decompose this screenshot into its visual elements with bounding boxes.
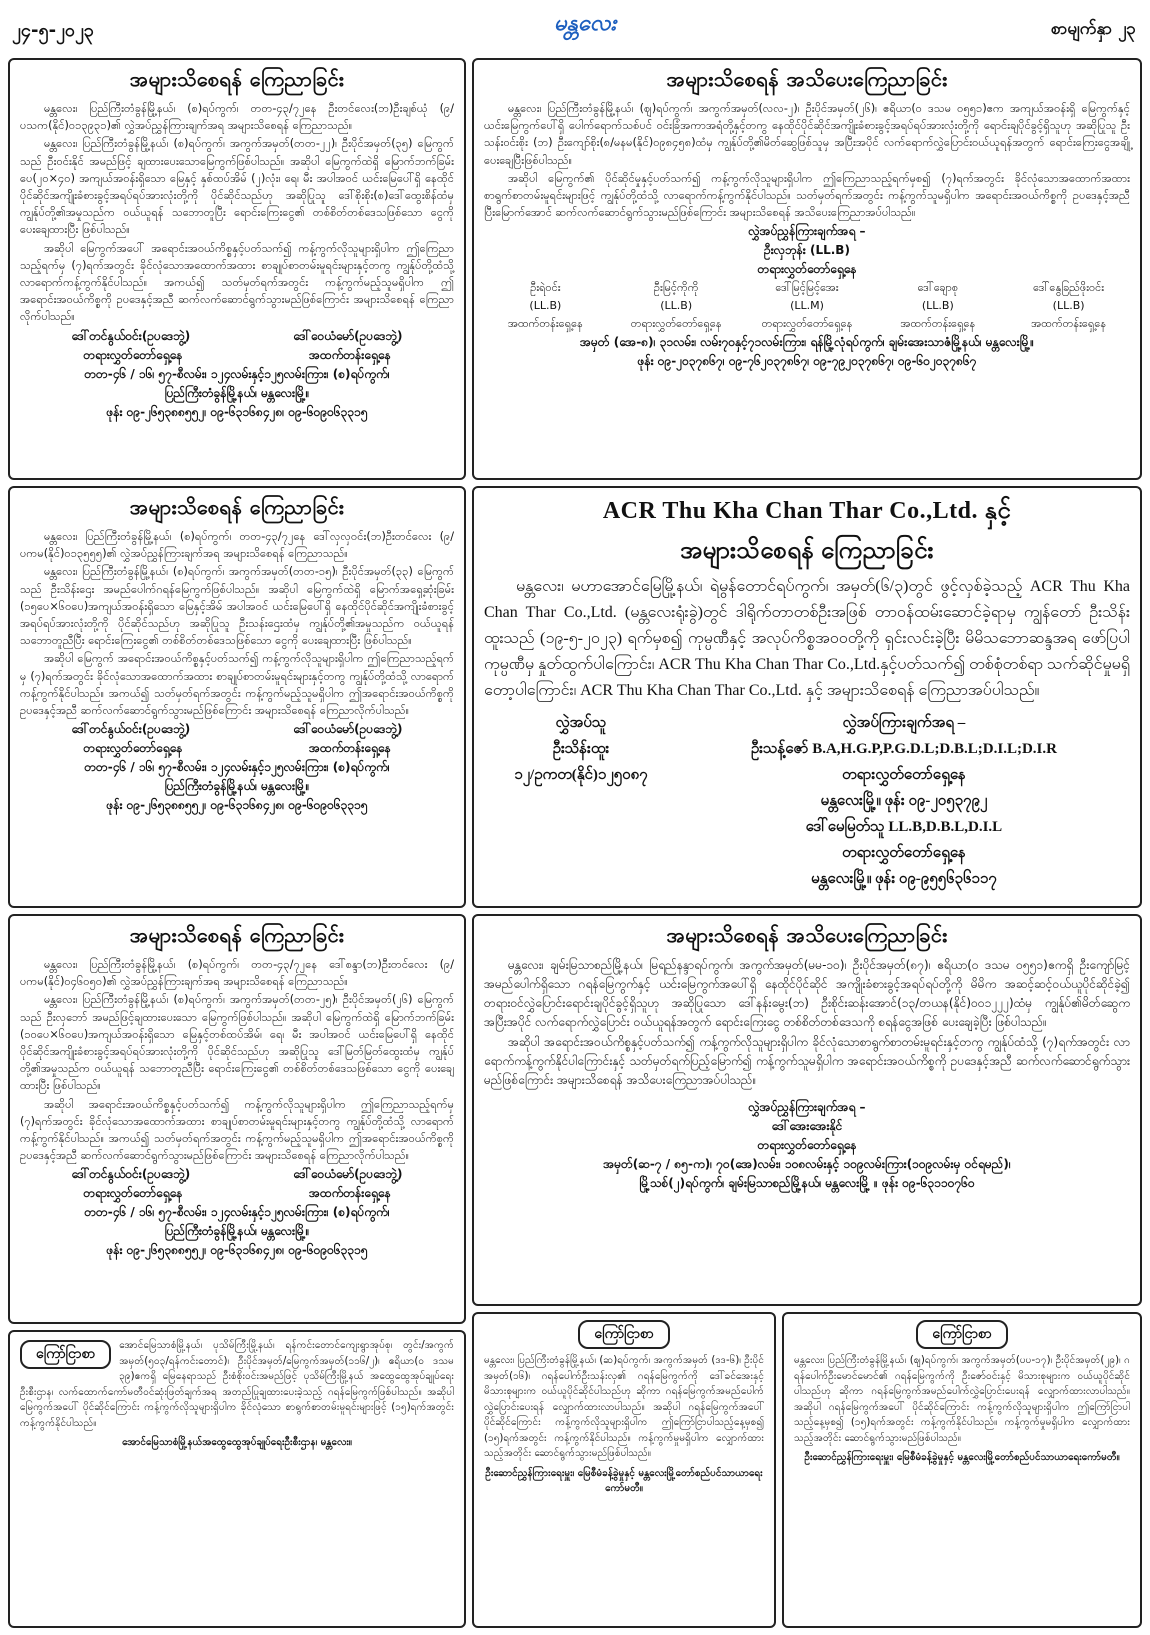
- page-header: [0, 0, 1150, 56]
- ad-text: အောင်မြေသာစံမြို့နယ်၊ ပုသိမ်ကြီးမြို့နယ်၊ ရန်ကင်းတောင်ကျေးရွာအုပ်စု၊ တွင်း/အကွက်အမှတ်(၅၀၃/ရန်ကင်းတောင်)၊ ဦးပိုင်အမှတ်/မြေကွက်အမှတ်(၁၁၆/၂)၊ ဧရိယာ(၀ ဒသမ ၃၉)ဧကရှိ မြေနေရာသည် ဦးစံစိုးဝင်းအမည်ဖြင့် ပုသိမ်ကြီးမြို့နယ် အထွေထွေအုပ်ချုပ်ရေးဦးစီးဌာန၊ လက်ထောက်ကော်မတီဝင်ဆုံးဖြတ်ချက်အရ အတည်ပြုချထားပေးခဲ့သည့် ဂရန်မြေကွက်ဖြစ်ပါသည်။ အဆိုပါမြေကွက်အပေါ် ပိုင်ဆိုင်ကြောင်း ကန့်ကွက်လိုသူများရှိပါက ခိုင်လုံသော စာရွက်စာတမ်းမူရင်းများဖြင့် (၁၅)ရက်အတွင်း ကန့်ကွက်နိုင်ပါသည်။: [20, 1340, 454, 1429]
- notice-title: အများသိစေရန် အသိပေးကြေညာခြင်း: [666, 67, 948, 91]
- address-line-2: ပြည်ကြီးတံခွန်မြို့နယ်၊ မန္တလေးမြို့။: [164, 779, 310, 794]
- lawyer-2: ဒေါ်မေမြတ်သူ LL.B,D.B.L,D.I.L: [805, 819, 1003, 835]
- lawyer-degrees: [484, 297, 1130, 315]
- ad-tag: ကြော်ငြာစာ: [578, 1320, 669, 1349]
- phone: မြို့သစ်(၂)ရပ်ကွက်၊ ချမ်းမြသာစည်မြို့နယ်၊ မန္တလေးမြို့ ။ ဖုန်း ၀၉-၆၃၁၁၀၇၆၀: [639, 1176, 975, 1190]
- signatory-roles: [20, 1184, 454, 1203]
- address: တတ-၄၆ / ၁၆၊ ၅၇-စီလမ်း၊ ၁၂၄လမ်းနှင့်၁၂၅လမ်းကြား၊ (စ)ရပ်ကွက်၊: [84, 760, 390, 775]
- address: တတ-၄၆ / ၁၆၊ ၅၇-စီလမ်း၊ ၁၂၄လမ်းနှင့်၁၂၅လမ်းကြား၊ (စ)ရပ်ကွက်၊: [84, 1205, 390, 1220]
- notice-paragraph: မန္တလေး၊ ပြည်ကြီးတံခွန်မြို့နယ်၊ (စ)ရပ်ကွက်၊ အကွက်အမှတ်(တတ-၂၂)၊ ဦးပိုင်အမှတ်(၃၅) မြေကွက်သည် ဦးဝင်းနိုင် အမည်ဖြင့် ချထားပေးသောမြေကွက်ဖြစ်ပါသည်။ အဆိုပါ မြေကွက်ထဲရှိ မြောက်ဘက်ခြမ်း ပေ(၂၀×၄၀) အကျယ်အဝန်းရှိသော မြေနှင့် နှစ်ထပ်အိမ် (၂)လုံး၊ ရေ၊ မီး အပါအဝင် ယင်းမြေပေါ်ရှိ နေထိုင်ပိုင်ဆိုင်အကျိုးခံစားခွင့်အရပ်ရပ်အားလုံးတို့ကို ပိုင်ဆိုင်သည်ဟု အဆိုပြုသူ ဒေါ်စိုးစိုး(စ)ဒေါ်ထွေးစိန်ထံမှ ကျွန်ုပ်တို့၏အမှုသည်က ဝယ်ယူရန် သဘောတူပြီး ရောင်းကြေးငွေ၏ တစ်စိတ်တစ်ဒေသဖြစ်သော ငွေကို ပေးချေထားပြီး ဖြစ်ပါသည်။: [20, 137, 454, 237]
- lawyer-1: ဦးသန့်ဇော် B.A,H.G.P,P.G.D.L;D.B.L;D.I.L;D.I.R: [750, 741, 1057, 757]
- signatory-name: ဒေါ်တင်နွယ်ဝင်း(ဥပဒေဘွဲ့): [71, 328, 191, 343]
- lawyer-name: ဒေါ်ချောစု: [917, 281, 959, 295]
- signatory-name: ဒေါ်ဝေယံမော်(ဥပဒေဘွဲ့): [293, 722, 403, 737]
- ad-text: မန္တလေး၊ ပြည်ကြီးတံခွန်မြို့နယ်၊ (ဆ)ရပ်ကွက်၊ အကွက်အမှတ် (ဒဒ-၆)၊ ဦးပိုင်အမှတ်(၁၆)၊ ဂရန်ပေါက်ဦးသန်းလှ၏ ဂရန်မြေကွက်ကို ဒေါ်ခင်အေးနှင့် မိသားစုများက ဝယ်ယူပိုင်ဆိုင်ပါသည်ဟု ဆိုကာ ဂရန်မြေကွက်အမည်ပေါက်လွှဲပြောင်းပေးရန် လျှောက်ထားလာပါသည်။ အဆိုပါ ဂရန်မြေကွက်အပေါ် ပိုင်ဆိုင်ကြောင်း ကန့်ကွက်လိုသူများရှိပါက ဤကြော်ငြာပါသည့်နေ့မှစ၍ (၁၅)ရက်အတွင်း ကန့်ကွက်နိုင်ပါသည်။ ကန့်ကွက်မှုမရှိပါက လျှောက်ထားသည့်အတိုင်း ဆောင်ရွက်သွားမည်ဖြစ်ပါသည်။: [484, 1355, 764, 1459]
- lawyer-degree: (LL.B): [921, 299, 954, 313]
- ad-footer: အောင်မြေသာစံမြို့နယ်အထွေထွေအုပ်ချုပ်ရေးဦးစီးဌာန၊ မန္တလေး။: [122, 1437, 352, 1448]
- signatory-name: ဒေါ်တင်နွယ်ဝင်း(ဥပဒေဘွဲ့): [71, 1167, 191, 1182]
- lawyer-1-contact: မန္တလေးမြို့။ ဖုန်း ၀၉-၂၀၅၃၇၉၂: [820, 793, 988, 809]
- lawyer-degree: (LL.B): [529, 299, 562, 313]
- ad-tag-wrap: [794, 1320, 1130, 1349]
- signatory-name: ဒေါ်ဝေယံမော်(ဥပဒေဘွဲ့): [293, 1167, 403, 1182]
- lawyer-degree: (LL.B): [660, 299, 693, 313]
- lead-lawyer-role: တရားလွှတ်တော်ရှေ့နေ: [757, 262, 857, 277]
- signatory-roles: [20, 346, 454, 365]
- notice-paragraph: အဆိုပါ အရောင်းအဝယ်ကိစ္စနှင့်ပတ်သက်၍ ကန့်ကွက်လိုသူများရှိပါက ခိုင်လုံသောစာရွက်စာတမ်းမူရင်းနှင့်တကွ ကျွန်ုပ်ထံသို့ (၇)ရက်အတွင်း လာရောက်ကန့်ကွက်နိုင်ပါကြောင်းနှင့် သတ်မှတ်ရက်ပြည့်မြောက်၍ ကန့်ကွက်သူမရှိပါက အရောင်းအဝယ်ကိစ္စကို ဥပဒေနှင့်အညီ ဆက်လက်ဆောင်ရွက်သွားမည်ဖြစ်ကြောင်း အများသိစေရန် အသိပေးကြေညာအပ်ပါသည်။: [484, 1035, 1130, 1087]
- principal-block: [484, 710, 678, 892]
- notice-paragraph: မန္တလေး၊ ပြည်ကြီးတံခွန်မြို့နယ်၊ (စ)ရပ်ကွက်၊ အကွက်အမှတ်(တတ-၂၅)၊ ဦးပိုင်အမှတ်(၂၆) မြေကွက်သည် ဦးလှဘော် အမည်ဖြင့်ချထားပေးသော မြေကွက်ဖြစ်ပါသည်။ အဆိုပါ မြေကွက်ထဲရှိ မြောက်ဘက်ခြမ်း (၁၀ပေ×၆၀ပေ)အကျယ်အဝန်းရှိသော မြေနှင့်တစ်ထပ်အိမ်၊ ရေ၊ မီး အပါအဝင် ယင်းမြေပေါ်ရှိ နေထိုင်ပိုင်ဆိုင်အကျိုးခံစားခွင့်အရပ်ရပ်အားလုံးတို့ကို ပိုင်ဆိုင်သည်ဟု အဆိုပြုသူ ဒေါ်မြတ်မြတ်ထွေးထံမှ ကျွန်ုပ်တို့၏အမှုသည်က ဝယ်ယူရန် သဘောတူညီပြီး ရောင်းကြေးငွေ၏ တစ်စိတ်တစ်ဒေသဖြစ်သော ငွေကို ပေးချေထားပြီး ဖြစ်ပါသည်။: [20, 993, 454, 1093]
- address: တတ-၄၆ / ၁၆၊ ၅၇-စီလမ်း၊ ၁၂၄လမ်းနှင့်၁၂၅လမ်းကြား၊ (စ)ရပ်ကွက်၊: [84, 366, 390, 381]
- lawyer-degree: (LL.B): [1052, 299, 1085, 313]
- lead-lawyer-role: တရားလွှတ်တော်ရှေ့နေ: [757, 1138, 857, 1152]
- instruction: လွှဲအပ်ညွှန်ကြားချက်အရ –: [748, 224, 866, 239]
- signatory-name: ဒေါ်ဝေယံမော်(ဥပဒေဘွဲ့): [293, 328, 403, 343]
- notice-paragraph: အဆိုပါ မြေကွက် အရောင်းအဝယ်ကိစ္စနှင့်ပတ်သက်၍ ကန့်ကွက်လိုသူများရှိပါက ဤကြေညာသည့်ရက်မှ (၇)ရက်အတွင်း ခိုင်လုံသောအထောက်အထား စာချုပ်စာတမ်းမူရင်းများနှင့်တကွ ကျွန်ုပ်တို့ထံသို့ လာရောက်ကန့်ကွက်နိုင်ပါသည်။ အကယ်၍ သတ်မှတ်ရက်အတွင်း ကန့်ကွက်မည့်သူမရှိပါက ဤအရောင်းအဝယ်ကိစ္စကို ဥပဒေနှင့်အညီ ဆက်လက်ဆောင်ရွက်သွားမည်ဖြစ်ကြောင်း အများသိစေရန် ကြေညာလိုက်ပါသည်။: [20, 652, 454, 718]
- notice-title: အများသိစေရန် ကြေညာခြင်း: [680, 538, 934, 564]
- lawyer-role: အထက်တန်းရှေ့နေ: [1031, 317, 1107, 331]
- signatory-roles: [20, 739, 454, 758]
- notice-title: အများသိစေရန် ကြေညာခြင်း: [129, 923, 345, 947]
- notice-2: [472, 58, 1142, 480]
- signatory-role: အထက်တန်းရှေ့နေ: [308, 741, 391, 756]
- lawyer-roles: [484, 315, 1130, 333]
- notice-title: အများသိစေရန် ကြေညာခြင်း: [129, 495, 345, 519]
- lawyer-degree: (LL.M): [790, 299, 824, 313]
- lead-lawyer: ဦးလှဘုန်း (LL.B): [764, 243, 850, 258]
- signatory-role: တရားလွှတ်တော်ရှေ့နေ: [83, 741, 183, 756]
- lawyer-role: တရားလွှတ်တော်ရှေ့နေ: [630, 317, 722, 331]
- lawyer-name: ဦးမြင့်ကိုကို: [653, 281, 699, 295]
- newspaper-logo: မန္တလေး: [553, 11, 617, 36]
- notice-title: အများသိစေရန် ကြေညာခြင်း: [129, 67, 345, 91]
- lawyer-2-contact: မန္တလေးမြို့။ ဖုန်း ၀၉-၉၅၅၆၃၆၁၁၇: [811, 871, 997, 887]
- notice-title: အများသိစေရန် အသိပေးကြေညာခြင်း: [666, 923, 948, 947]
- company-title: ACR Thu Kha Chan Thar Co.,Ltd. နှင့်: [602, 498, 1012, 524]
- phone: ဖုန်း ၀၉-၂၆၅၃၈၈၅၅၂၊ ၀၉-၆၃၁၆၈၄၂၈၊ ၀၉-၆၀၉၀၆၃၃၁၅: [106, 404, 368, 419]
- notice-paragraph: အဆိုပါ မြေကွက်၏ ပိုင်ဆိုင်မှုနှင့်ပတ်သက်၍ ကန့်ကွက်လိုသူများရှိပါက ဤကြေညာသည့်ရက်မှစ၍ (၇)ရက်အတွင်း ခိုင်လုံသောအထောက်အထားစာရွက်စာတမ်းမူရင်းများဖြင့် ကျွန်ုပ်တို့ထံသို့ လာရောက်ကန့်ကွက်နိုင်ပါသည်။ သတ်မှတ်ရက်အတွင်း ကန့်ကွက်သူမရှိပါက အရောင်းအဝယ်ကိစ္စကို ဥပဒေနှင့်အညီ ပြီးမြောက်အောင် ဆက်လက်ဆောင်ရွက်သွားမည်ဖြစ်ကြောင်း အများသိစေရန် အသိပေးကြေညာအပ်ပါသည်။: [484, 171, 1130, 220]
- notice-6: [472, 914, 1142, 1306]
- lawyer-name: ဒေါ်မြင့်မြင့်အေး: [775, 281, 839, 295]
- principal-name: ဦးသိန်းထူး: [552, 741, 610, 757]
- ad-footer: ဦးဆောင်ညွှန်ကြားရေးမှူး၊ မြေစီမံခန့်ခွဲမှုနှင့် မန္တလေးမြို့တော်စည်ပင်သာယာရေးကော်မတီ။: [485, 1467, 763, 1494]
- signatories: [20, 720, 454, 739]
- notice-3: [8, 486, 466, 908]
- signatory-name: ဒေါ်တင်နွယ်ဝင်း(ဥပဒေဘွဲ့): [71, 722, 191, 737]
- signatory-role: အထက်တန်းရှေ့နေ: [308, 1186, 391, 1201]
- notice-paragraph: မန္တလေး၊ ပြည်ကြီးတံခွန်မြို့နယ်၊ (စ)ရပ်ကွက်၊ တတ-၄၃/၇၂နေ ဦးတင်လေး(ဘ)ဦးချစ်ယုံ (၉/ပသက(နိုင်)၀၁၃၉၃၁)၏ လွှဲအပ်ညွှန်ကြားချက်အရ အများသိစေရန် ကြေညာသည်။: [20, 102, 454, 133]
- address: အမှတ်(ဆ-၇ / ၈၅-က)၊ ၇၀(အေ)လမ်း၊ ၁၀၈လမ်းနှင့် ၁၀၉လမ်းကြား(၁၀၉လမ်းမှ ဝင်ရမည်)၊: [603, 1157, 1011, 1171]
- ad-text: မန္တလေး၊ ပြည်ကြီးတံခွန်မြို့နယ်၊ (ဈ)ရပ်ကွက်၊ အကွက်အမှတ်(ပပ-၁၇)၊ ဦးပိုင်အမှတ်(၂၉)၊ ဂရန်ပေါက်ဦးမောင်မောင်၏ ဂရန်မြေကွက်ကို ဦးဇော်ဝင်းနှင့် မိသားစုများက ဝယ်ယူပိုင်ဆိုင်ပါသည်ဟု ဆိုကာ ဂရန်မြေကွက်အမည်ပေါက်လွှဲပြောင်းပေးရန် လျှောက်ထားလာပါသည်။ အဆိုပါ ဂရန်မြေကွက်အပေါ် ပိုင်ဆိုင်ကြောင်း ကန့်ကွက်လိုသူများရှိပါက ဤကြော်ငြာပါသည့်နေ့မှစ၍ (၁၅)ရက်အတွင်း ကန့်ကွက်နိုင်ပါသည်။ ကန့်ကွက်မှုမရှိပါက လျှောက်ထားသည့်အတိုင်း ဆောင်ရွက်သွားမည်ဖြစ်ပါသည်။: [794, 1355, 1130, 1444]
- signatories: [20, 327, 454, 346]
- lawyer-name: ဒေါ်နွေခြည်ဖိုးဝင်း: [1033, 281, 1105, 295]
- address: အမှတ် (အေ-၈)၊ ၃၁လမ်း၊ လမ်း၇၀နှင့်၇၁လမ်းကြား၊ ရန်မြို့လုံရပ်ကွက်၊ ချမ်းအေးသာဇံမြို့နယ်၊ မန္တလေးမြို့။: [580, 335, 1034, 350]
- notice-paragraph: မန္တလေး၊ ပြည်ကြီးတံခွန်မြို့နယ်၊ (စ)ရပ်ကွက်၊ တတ-၄၃/၇၂နေ ဒေါ်လှလှဝင်း(ဘ)ဦးတင်လေး (၉/ပကမ(နိုင်)၀၁၃၅၅၅)၏ လွှဲအပ်ညွှန်ကြားချက်အရ အများသိစေရန် ကြေညာသည်။: [20, 530, 454, 561]
- issue-date: ၂၄-၅-၂၀၂၃: [12, 20, 94, 41]
- lawyer-1-role: တရားလွှတ်တော်ရှေ့နေ: [842, 767, 966, 783]
- small-ad-1: [8, 1330, 466, 1628]
- signatory-role: တရားလွှတ်တော်ရှေ့နေ: [83, 1186, 183, 1201]
- ad-tag: ကြော်ငြာစာ: [20, 1340, 111, 1369]
- instruction: လွှဲအပ်ကြားချက်အရ –: [842, 715, 966, 731]
- ad-tag-wrap: [20, 1340, 111, 1369]
- notice-paragraph: မန္တလေး၊ ပြည်ကြီးတံခွန်မြို့နယ်၊ (စ)ရပ်ကွက်၊ အကွက်အမှတ်(တတ-၁၅)၊ ဦးပိုင်အမှတ်(၃၃) မြေကွက်သည် ဦးသိန်းဌေး အမည်ပေါက်ဂရန်မြေကွက်ဖြစ်ပါသည်။ အဆိုပါ မြေကွက်ထဲရှိ မြောက်အရှေ့ဆုံးခြမ်း (၁၅ပေ×၆၀ပေ)အကျယ်အဝန်းရှိသော မြေနှင့်အိမ် အပါအဝင် ယင်းမြေပေါ်ရှိ နေထိုင်ပိုင်ဆိုင်အကျိုးခံစားခွင့်အရပ်ရပ်အားလုံးတို့ကို ပိုင်ဆိုင်သည်ဟု အဆိုပြုသူ ဦးသန်းဌေးထံမှ ကျွန်ုပ်တို့၏အမှုသည်က ဝယ်ယူရန် သဘောတူညီပြီး ရောင်းကြေးငွေ၏ တစ်စိတ်တစ်ဒေသဖြစ်သော ငွေကို ပေးချေထားပြီး ဖြစ်ပါသည်။: [20, 565, 454, 648]
- signatory-role: တရားလွှတ်တော်ရှေ့နေ: [83, 347, 183, 362]
- small-ad-3: [782, 1312, 1142, 1628]
- lawyer-name: ဦးရဲဝင်း: [530, 281, 561, 295]
- address-line-2: ပြည်ကြီးတံခွန်မြို့နယ်၊ မန္တလေးမြို့။: [164, 1224, 310, 1239]
- signatories: [20, 1165, 454, 1184]
- ad-footer: ဦးဆောင်ညွှန်ကြားရေးမှူး၊ မြေစီမံခန့်ခွဲမှုနှင့် မန္တလေးမြို့တော်စည်ပင်သာယာရေးကော်မတီ။: [804, 1452, 1120, 1463]
- signature-block: [484, 710, 1130, 892]
- lawyers-block: [678, 710, 1130, 892]
- phone: ဖုန်း ၀၉-၂၆၅၃၈၈၅၅၂၊ ၀၉-၆၃၁၆၈၄၂၈၊ ၀၉-၆၀၉၀၆၃၃၁၅: [106, 798, 368, 813]
- notice-paragraph: မန္တလေး၊ ချမ်းမြသာစည်မြို့နယ်၊ မြရည်နန္ဒာရပ်ကွက်၊ အကွက်အမှတ်(မမ-၁၀)၊ ဦးပိုင်အမှတ်(၈၇)၊ ဧရိယာ(၀ ဒသမ ၀၅၅၁)ဧကရှိ ဦးကျော်မြင့် အမည်ပေါက်ရှိသော ဂရန်မြေကွက်နှင့် ယင်းမြေကွက်အပေါ်ရှိ နေထိုင်ပိုင်ဆိုင် အကျိုးခံစားခွင့်အရပ်ရပ်တို့ကို မိမိက အဆင့်ဆင့်ဝယ်ယူပိုင်ဆိုင်ခဲ့၍ တရားဝင်လွှဲပြောင်းရောင်းချပိုင်ခွင့်ရှိသူဟု အဆိုပြုသော ဒေါ်နန်းမွေး(ဘ) ဦးစိုင်းဆန်းအောင်(၁၃/တယန(နိုင်)၀၀၁၂၂၂)ထံမှ ကျွန်ုပ်၏မိတ်ဆွေက အပြီးအပိုင် လက်ရောက်လွှဲပြောင်း ဝယ်ယူရန်အတွက် ရောင်းကြေးငွေ တစ်စိတ်တစ်ဒေသကို စရန်ငွေအဖြစ် ပေးချေခဲ့ပြီး ဖြစ်ပါသည်။: [484, 958, 1130, 1029]
- notice-paragraph: အဆိုပါ မြေကွက်အပေါ် အရောင်းအဝယ်ကိစ္စနှင့်ပတ်သက်၍ ကန့်ကွက်လိုသူများရှိပါက ဤကြေညာသည့်ရက်မှ (၇)ရက်အတွင်း ခိုင်လုံသောအထောက်အထား စာချုပ်စာတမ်းမူရင်းများနှင့်တကွ ကျွန်ုပ်တို့ထံသို့ လာရောက်ကန့်ကွက်နိုင်ပါသည်။ အကယ်၍ သတ်မှတ်ရက်အတွင်း ကန့်ကွက်မည့်သူမရှိပါက ဤအရောင်းအဝယ်ကိစ္စကို ဥပဒေနှင့်အညီ ဆက်လက်ဆောင်ရွက်သွားမည်ဖြစ်ကြောင်း အများသိစေရန် ကြေညာလိုက်ပါသည်။: [20, 241, 454, 324]
- principal-role: လွှဲအပ်သူ: [555, 715, 607, 731]
- lawyer-2-role: တရားလွှတ်တော်ရှေ့နေ: [842, 845, 966, 861]
- lawyer-names: [484, 279, 1130, 297]
- signatory-role: အထက်တန်းရှေ့နေ: [308, 347, 391, 362]
- notice-acr: [472, 486, 1142, 908]
- ad-tag-wrap: [484, 1320, 764, 1349]
- notice-paragraph: မန္တလေး၊ ပြည်ကြီးတံခွန်မြို့နယ်၊ (ဈ)ရပ်ကွက်၊ အကွက်အမှတ်(လလ-၂)၊ ဦးပိုင်အမှတ်(၂၆)၊ ဧရိယာ(၀ ဒသမ ၀၅၅၁)ဧက အကျယ်အဝန်းရှိ မြေကွက်နှင့် ယင်းမြေကွက်ပေါ်ရှိ ပေါက်ရောက်သစ်ပင် ဝင်းခြံအကာအရံတို့နှင့်တကွ နေထိုင်ပိုင်ဆိုင်အကျိုးခံစားခွင့်အရပ်ရပ်အားလုံးတို့ကို ရောင်းချပိုင်ခွင့်ရှိသူဟု အဆိုပြုသူ ဦးသန်းဝင်းစိုး (ဘ) ဦးကျော်စိုး(၈/မနမ(နိုင်)၀၉၈၄၅၈)ထံမှ ကျွန်ုပ်တို့၏မိတ်ဆွေဖြစ်သူမှ အပြီးအပိုင် လက်ရောက်လွှဲပြောင်းဝယ်ယူရန်အတွက် ရောင်းကြေးငွေအချို့ ပေးချေပြီးဖြစ်ပါသည်။: [484, 102, 1130, 167]
- lawyer-role: အထက်တန်းရှေ့နေ: [900, 317, 976, 331]
- instruction: လွှဲအပ်ညွှန်ကြားချက်အရ –: [748, 1100, 866, 1114]
- phone: ဖုန်း ၀၉-၂၆၅၃၈၈၅၅၂၊ ၀၉-၆၃၁၆၈၄၂၈၊ ၀၉-၆၀၉၀၆၃၃၁၅: [106, 1243, 368, 1258]
- lawyer-role: တရားလွှတ်တော်ရှေ့နေ: [761, 317, 853, 331]
- phone: ဖုန်း ၀၉-၂၀၃၇၈၆၇၊ ၀၉-၇၆၂၀၃၇၈၆၇၊ ၀၉-၇၉၂၀၃၇၈၆၇၊ ၀၉-၆၀၂၀၃၇၈၆၇: [637, 354, 977, 369]
- small-ad-2: [472, 1312, 776, 1628]
- ad-tag: ကြော်ငြာစာ: [916, 1320, 1007, 1349]
- notice-5: [8, 914, 466, 1324]
- notice-1: [8, 58, 466, 480]
- lead-lawyer: ဒေါ်အေးအေးနိုင်: [771, 1119, 843, 1133]
- page-number: စာမျက်နှာ ၂၃: [1050, 19, 1136, 39]
- notice-paragraph: မန္တလေး၊ ပြည်ကြီးတံခွန်မြို့နယ်၊ (စ)ရပ်ကွက်၊ တတ-၄၃/၇၂နေ ဒေါ်စန္ဒာ(ဘ)ဦးတင်လေး (၉/ပကမ(နိုင်)၀၄၆၀၅၀)၏ လွှဲအပ်ညွှန်ကြားချက်အရ အများသိစေရန် ကြေညာသည်။: [20, 958, 454, 989]
- notice-paragraph: မန္တလေး၊ မဟာအောင်မြေမြို့နယ်၊ ရဲမွန်တောင်ရပ်ကွက်၊ အမှတ်(၆/၃)တွင် ဖွင့်လှစ်ခဲ့သည့် ACR Thu Kha Chan Thar Co.,Ltd. (မန္တလေးရုံးခွဲ)တွင် ဒါရိုက်တာတစ်ဦးအဖြစ် တာဝန်ထမ်းဆောင်ခဲ့ရာမှ ကျွန်တော် ဦးသိန်းထူးသည် (၁၉-၅-၂၀၂၃) ရက်မှစ၍ ကုမ္ပဏီနှင့် အလုပ်ကိစ္စအဝဝတို့ကို ရှင်းလင်းခဲ့ပြီး မိမိသဘောဆန္ဒအရ ဖော်ပြပါကုမ္ပဏီမှ နှုတ်ထွက်ပါကြောင်း၊ ACR Thu Kha Chan Thar Co.,Ltd.နှင့်ပတ်သက်၍ တစ်စုံတစ်ရာ သက်ဆိုင်မှုမရှိတော့ပါကြောင်း၊ ACR Thu Kha Chan Thar Co.,Ltd. နှင့် အများသိစေရန် ကြေညာအပ်ပါသည်။: [484, 578, 1130, 699]
- lawyer-role: အထက်တန်းရှေ့နေ: [507, 317, 583, 331]
- notice-paragraph: အဆိုပါ အရောင်းအဝယ်ကိစ္စနှင့်ပတ်သက်၍ ကန့်ကွက်လိုသူများရှိပါက ဤကြေညာသည့်ရက်မှ (၇)ရက်အတွင်း ခိုင်လုံသောအထောက်အထား စာချုပ်စာတမ်းမူရင်းများနှင့်တကွ ကျွန်ုပ်တို့ထံသို့ လာရောက်ကန့်ကွက်နိုင်ပါသည်။ အကယ်၍ သတ်မှတ်ရက်အတွင်း ကန့်ကွက်မည့်သူမရှိပါက ဤအရောင်းအဝယ်ကိစ္စကို ဥပဒေနှင့်အညီ ဆက်လက်ဆောင်ရွက်သွားမည်ဖြစ်ကြောင်း အများသိစေရန် ကြေညာလိုက်ပါသည်။: [20, 1097, 454, 1163]
- address-line-2: ပြည်ကြီးတံခွန်မြို့နယ်၊ မန္တလေးမြို့။: [164, 385, 310, 400]
- principal-id: ၁၂/ဥကတ(နိုင်)၁၂၅၀၈၇: [514, 767, 648, 783]
